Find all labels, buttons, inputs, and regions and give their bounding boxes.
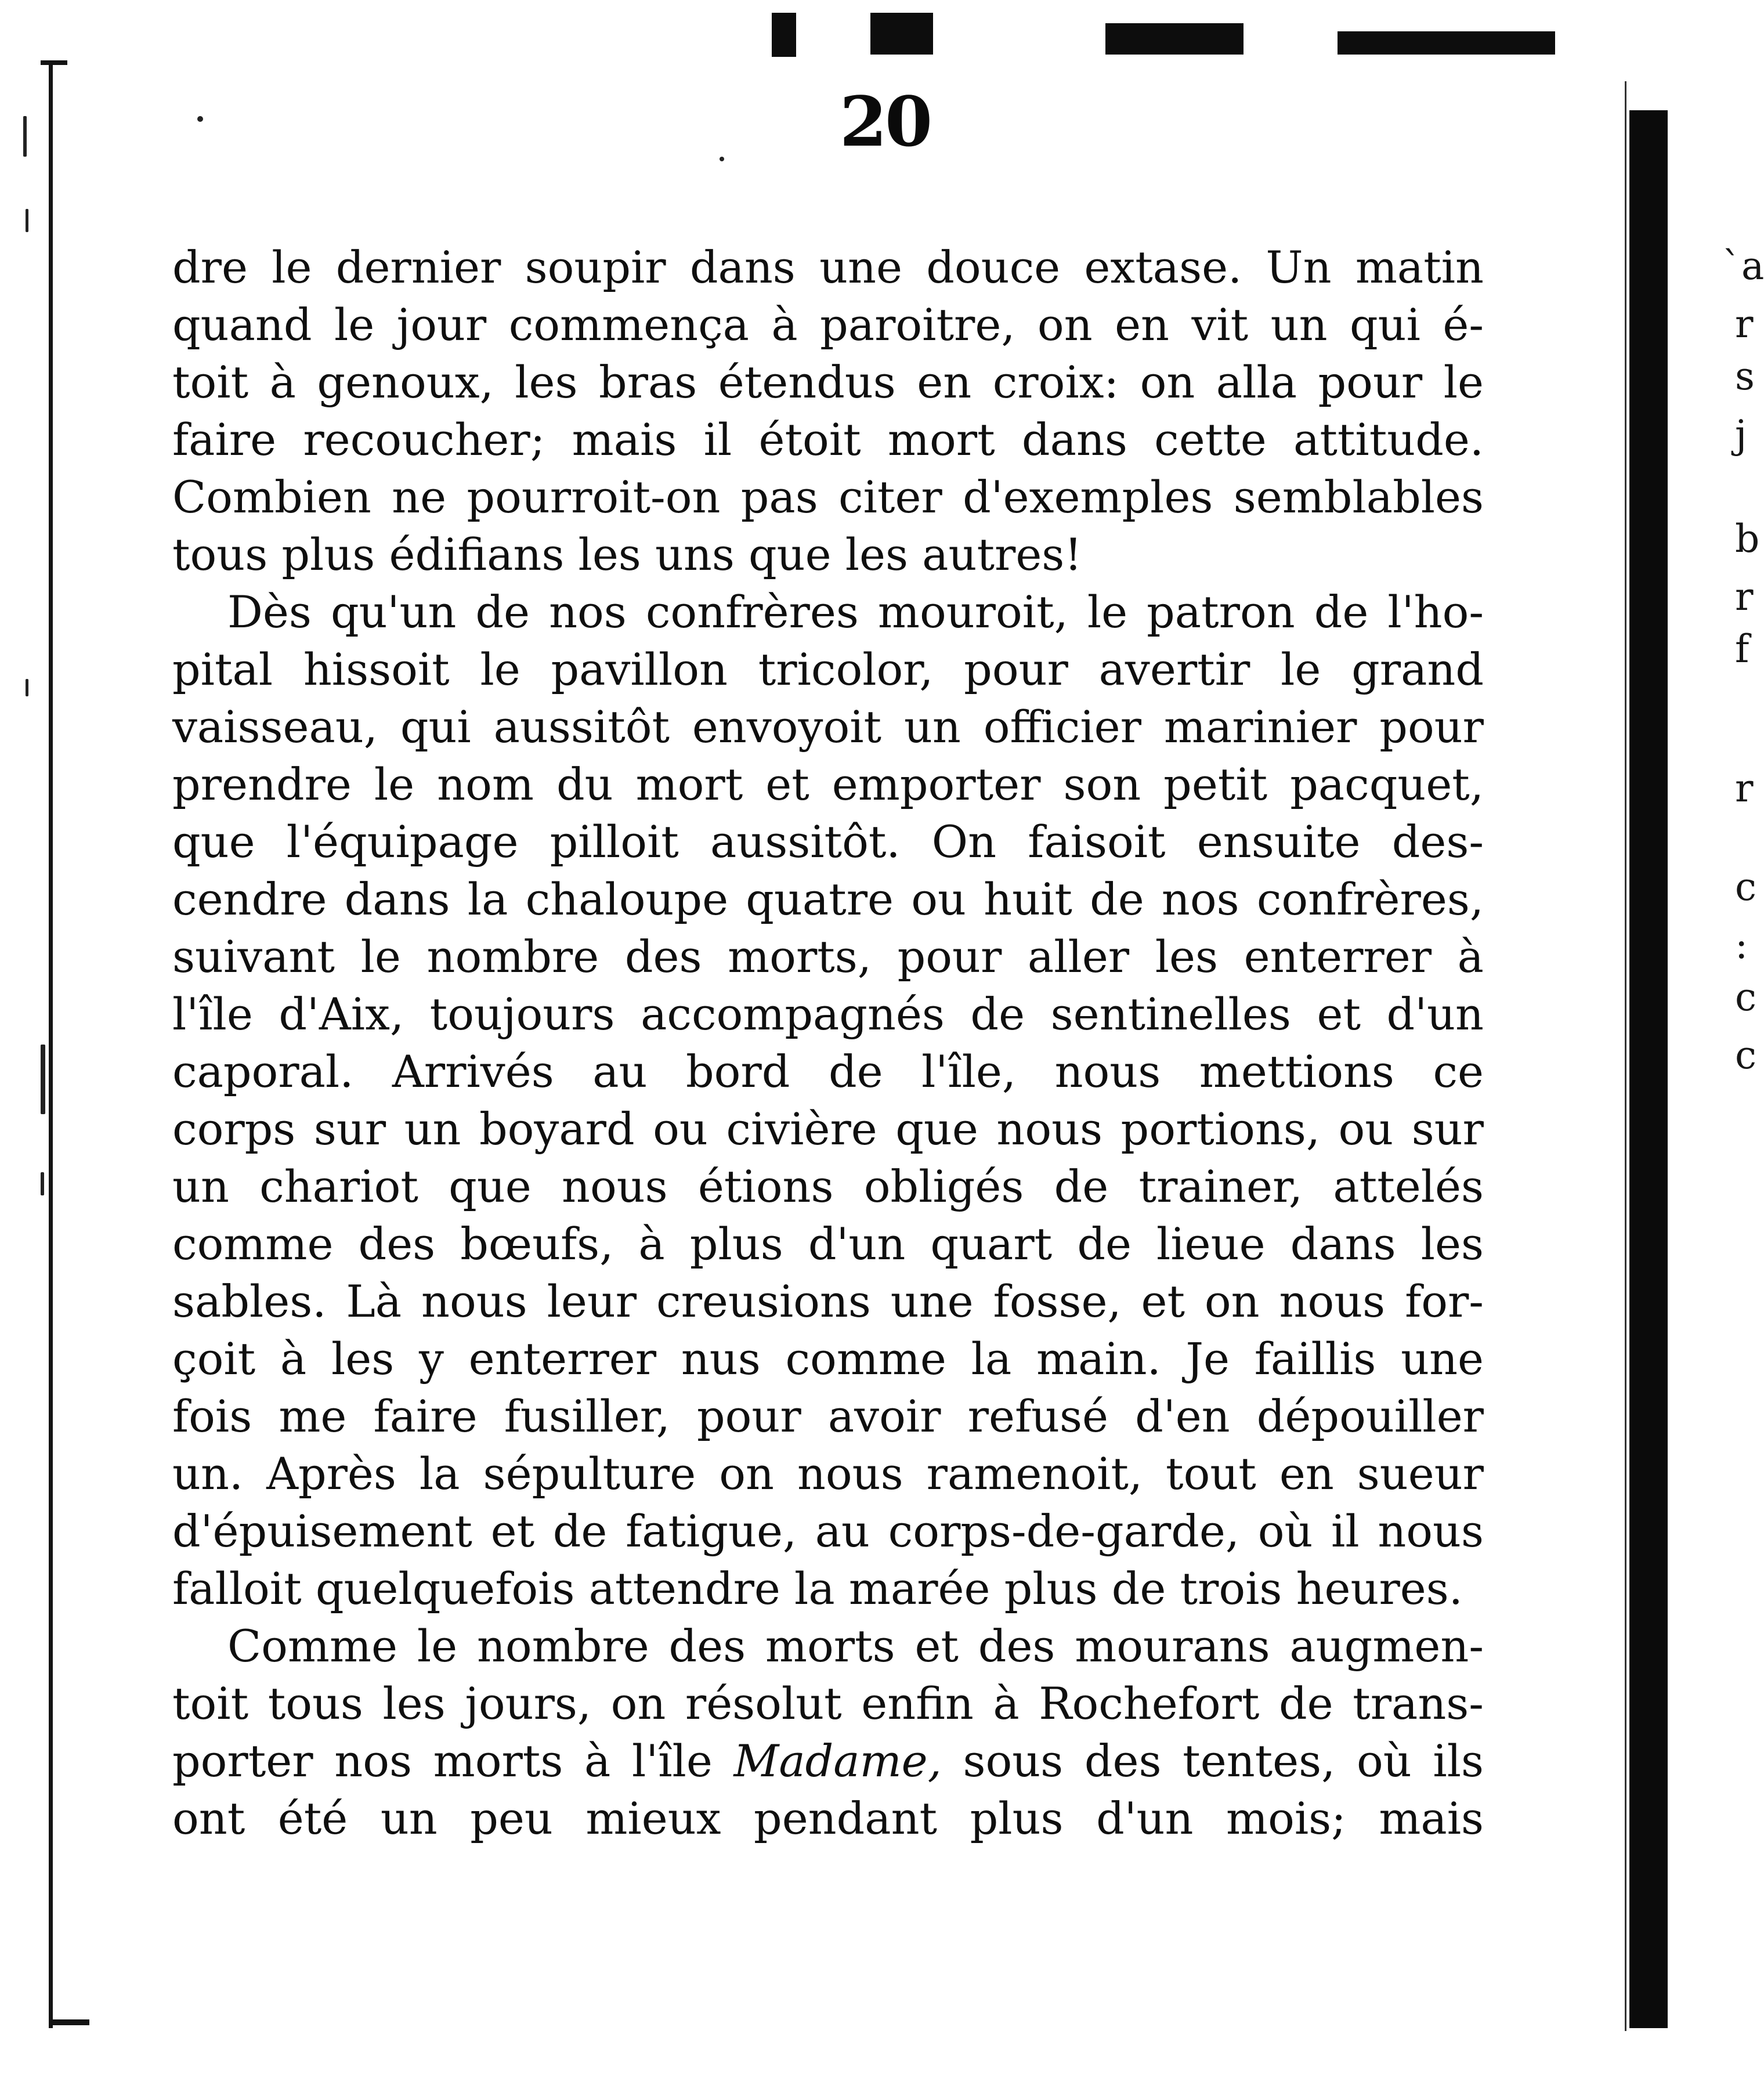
text-line: caporal. Arrivés au bord de l'île, nous mettions ce	[172, 1046, 1484, 1097]
neighbor-page-fragment: `a	[1722, 244, 1764, 288]
neighbor-page-fragment: :	[1735, 923, 1748, 967]
neighbor-page-fragment: c	[1735, 865, 1756, 909]
neighbor-page-fragment: c	[1735, 975, 1756, 1020]
text-line: falloit quelquefois attendre la marée plus de trois heures.	[172, 1563, 1463, 1614]
right-scan-gutter	[1629, 110, 1668, 2028]
text-line: cendre dans la chaloupe quatre ou huit de nos confrères,	[172, 873, 1484, 925]
text-line: prendre le nom du mort et emporter son petit pacquet,	[172, 758, 1484, 810]
neighbor-page-fragment: r	[1735, 766, 1754, 811]
italic-place-name: Madame,	[733, 1735, 942, 1787]
paragraph-first-line: Dès qu'un de nos confrères mouroit, le patron de l'ho-	[227, 586, 1484, 638]
registration-mark	[1338, 31, 1555, 55]
registration-mark	[1105, 23, 1244, 55]
text-line: suivant le nombre des morts, pour aller les enterrer à	[172, 931, 1484, 982]
neighbor-page-fragment: c	[1735, 1033, 1756, 1078]
text-segment: sous des tentes, où ils	[941, 1735, 1484, 1787]
paragraph-first-line: Comme le nombre des morts et des mourans augmen-	[227, 1620, 1484, 1672]
text-line: fois me faire fusiller, pour avoir refusé d'en dépouiller	[172, 1390, 1484, 1442]
neighbor-page-fragment: r	[1735, 302, 1754, 346]
left-scan-border	[49, 61, 53, 2028]
right-scan-edge	[1625, 81, 1626, 2031]
left-scan-border-bottom	[49, 2019, 89, 2025]
text-line: que l'équipage pilloit aussitôt. On faisoit ensuite des-	[172, 816, 1484, 868]
scan-speck	[26, 679, 28, 696]
text-line: l'île d'Aix, toujours accompagnés de sentinelles et d'un	[172, 988, 1484, 1040]
scan-speck	[41, 1172, 44, 1195]
text-segment: porter nos morts à l'île	[172, 1735, 734, 1787]
text-line: toit tous les jours, on résolut enfin à Rochefort de trans-	[172, 1678, 1484, 1729]
page-body-text	[172, 239, 1484, 1847]
text-line-with-italic	[172, 1732, 1484, 1790]
text-line: quand le jour commença à paroitre, on en vit un qui é-	[172, 299, 1484, 350]
page-number: 20	[839, 81, 931, 162]
left-scan-border-top	[41, 60, 67, 65]
scan-speck	[26, 209, 28, 232]
text-line: ont été un peu mieux pendant plus d'un mois; mais	[172, 1793, 1484, 1844]
text-line: un. Après la sépulture on nous ramenoit, tout en sueur	[172, 1448, 1484, 1499]
neighbor-page-fragment: f	[1735, 627, 1749, 671]
text-line: d'épuisement et de fatigue, au corps-de-garde, où il nous	[172, 1505, 1484, 1557]
registration-mark	[870, 13, 933, 55]
text-line: un chariot que nous étions obligés de trainer, attelés	[172, 1161, 1484, 1212]
text-line: çoit à les y enterrer nus comme la main. Je faillis une	[172, 1333, 1484, 1385]
text-line: tous plus édifians les uns que les autres!	[172, 529, 1082, 580]
text-line: sables. Là nous leur creusions une fosse, et on nous for-	[172, 1275, 1484, 1327]
text-line: Combien ne pourroit-on pas citer d'exemples semblables	[172, 471, 1484, 523]
text-line: dre le dernier soupir dans une douce extase. Un matin	[172, 241, 1484, 293]
text-line: toit à genoux, les bras étendus en croix: on alla pour le	[172, 356, 1484, 408]
text-line: vaisseau, qui aussitôt envoyoit un officier marinier pour	[172, 701, 1484, 753]
neighbor-page-fragment: j	[1735, 412, 1747, 457]
text-line: corps sur un boyard ou civière que nous portions, ou sur	[172, 1103, 1484, 1155]
text-line: faire recoucher; mais il étoit mort dans cette attitude.	[172, 414, 1484, 465]
neighbor-page-fragment: r	[1735, 574, 1754, 619]
neighbor-page-fragment: b	[1735, 516, 1760, 561]
neighbor-page-fragment: s	[1735, 354, 1755, 399]
text-line: pital hissoit le pavillon tricolor, pour avertir le grand	[172, 644, 1484, 695]
scan-speck	[41, 1045, 45, 1114]
registration-mark	[772, 13, 796, 57]
text-line: comme des bœufs, à plus d'un quart de lieue dans les	[172, 1218, 1484, 1270]
